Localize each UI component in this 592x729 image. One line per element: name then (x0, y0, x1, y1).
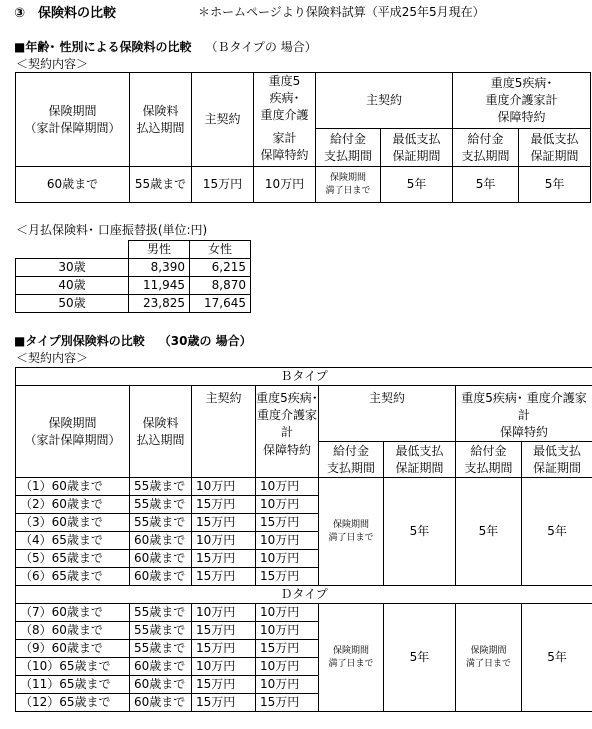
section1-contract-table (15, 72, 591, 203)
table-row-rider: 10万円 (256, 532, 319, 550)
table-row-premium-period: 60歳まで (130, 532, 192, 550)
monthly-age: 30歳 (16, 259, 129, 277)
type-d-header: Ｄタイプ (16, 586, 592, 604)
col-rider-top (254, 73, 316, 129)
type-b-header: Ｂタイプ (16, 368, 592, 386)
table-row-period: （3）60歳まで (16, 514, 130, 532)
table-row-rider: 10万円 (256, 658, 319, 676)
table-row-period: （1）60歳まで (16, 478, 130, 496)
premium-period-header: 保険料 払込期間 (136, 103, 185, 135)
col-min-guarantee (384, 442, 456, 478)
table-row-rider: 10万円 (256, 478, 319, 496)
table-row-period: （5）65歳まで (16, 550, 130, 568)
rider-benefit-header: 給付金 支払期間 (464, 443, 513, 475)
table-row-period: （11）65歳まで (16, 676, 130, 694)
benefit-period-header: 給付金 支払期間 (323, 131, 372, 163)
row-min-guarantee: 5年 (381, 167, 453, 203)
monthly-label: ＜月払保険料･ 口座振替扱(単位:円) (16, 223, 208, 237)
d-min-guarantee: 5年 (384, 604, 456, 712)
b-benefit-period (319, 478, 384, 586)
table-row-rider: 15万円 (256, 514, 319, 532)
table-row-period: （8）60歳まで (16, 622, 130, 640)
table-row-period: （2）60歳まで (16, 496, 130, 514)
premium-period-header: 保険料 払込期間 (136, 415, 185, 447)
table-row-premium-period: 60歳まで (130, 658, 192, 676)
table-row-premium-period: 55歳まで (130, 640, 192, 658)
row-period: 60歳まで (16, 167, 130, 203)
col-premium-period (130, 386, 192, 478)
table-row-period: （12）65歳まで (16, 694, 130, 712)
row-rider: 10万円 (254, 167, 316, 203)
table-row-main: 15万円 (192, 550, 256, 568)
page-title: ③ 保険料の比較 (14, 6, 117, 21)
monthly-male: 23,825 (129, 295, 190, 313)
row-main: 15万円 (192, 167, 254, 203)
row-benefit-period (316, 167, 381, 203)
monthly-male: 11,945 (129, 277, 190, 295)
rider-header-top: 重度5 疾病･ 重度介護 (260, 74, 309, 122)
col-benefit-period (316, 129, 381, 167)
d-benefit-period (319, 604, 384, 712)
min-guarantee-header: 最低支払 保証期間 (395, 443, 444, 475)
table-row-rider: 10万円 (256, 676, 319, 694)
table-row-main: 15万円 (192, 676, 256, 694)
col-rider-group (456, 386, 592, 442)
monthly-premium-table (15, 240, 251, 313)
table-row-main: 15万円 (192, 568, 256, 586)
monthly-age: 40歳 (16, 277, 129, 295)
table-row-period: （6）65歳まで (16, 568, 130, 586)
monthly-corner (16, 241, 129, 259)
col-rider-min (519, 129, 591, 167)
table-row-main: 10万円 (192, 478, 256, 496)
table-row-main: 15万円 (192, 514, 256, 532)
monthly-female: 6,215 (190, 259, 251, 277)
rider-group-header: 重度5疾病･ 重度介護家計 保障特約 (461, 391, 587, 439)
table-row-rider: 15万円 (256, 694, 319, 712)
col-premium-period (130, 73, 192, 167)
d-rider-min: 5年 (522, 604, 592, 712)
col-period (16, 386, 130, 478)
section2-contract-label: ＜契約内容＞ (16, 351, 89, 365)
col-main-group: 主契約 (319, 386, 456, 442)
source-note: ＊ホームページより保険料試算（平成25年5月現在） (198, 5, 485, 19)
table-row-period: （10）65歳まで (16, 658, 130, 676)
col-rider-min (522, 442, 592, 478)
table-row-premium-period: 60歳まで (130, 694, 192, 712)
benefit-period-value: 保険期間 満了日まで (325, 172, 371, 196)
b-min-guarantee: 5年 (384, 478, 456, 586)
table-row-premium-period: 60歳まで (130, 568, 192, 586)
period-header: 保険期間 （家計保障期間） (24, 103, 121, 135)
table-row-period: （7）60歳まで (16, 604, 130, 622)
monthly-header-female: 女性 (190, 241, 251, 259)
section1-contract-label: ＜契約内容＞ (16, 57, 89, 71)
period-header: 保険期間 （家計保障期間） (24, 415, 121, 447)
col-main: 主契約 (192, 386, 256, 478)
table-row-premium-period: 60歳まで (130, 676, 192, 694)
col-rider-benefit (453, 129, 519, 167)
rider-group-header: 重度5疾病･ 重度介護家計 保障特約 (485, 76, 558, 124)
table-row-rider: 10万円 (256, 622, 319, 640)
rider-benefit-header: 給付金 支払期間 (461, 131, 510, 163)
rider-header-top: 重度5疾病･ 重度介護家計 (256, 391, 318, 439)
table-row-premium-period: 55歳まで (130, 622, 192, 640)
monthly-age: 50歳 (16, 295, 129, 313)
table-row-premium-period: 55歳まで (130, 478, 192, 496)
rider-min-header: 最低支払 保証期間 (530, 131, 579, 163)
section2-heading: ■タイプ別保険料の比較 （30歳の 場合） (14, 334, 252, 348)
col-period (16, 73, 130, 167)
table-row-rider: 10万円 (256, 550, 319, 568)
b-benefit-period-value: 保険期間 満了日まで (328, 519, 374, 543)
d-rider-benefit (456, 604, 522, 712)
table-row-main: 10万円 (192, 604, 256, 622)
table-row-main: 15万円 (192, 694, 256, 712)
table-row-main: 15万円 (192, 622, 256, 640)
monthly-female: 17,645 (190, 295, 251, 313)
row-premium-period: 55歳まで (130, 167, 192, 203)
section1-heading: ■年齢･ 性別による保険料の比較 （Ｂタイプの 場合） (14, 40, 317, 54)
table-row-rider: 10万円 (256, 604, 319, 622)
col-rider-bottom (254, 129, 316, 167)
rider-header-bottom: 家計 保障特約 (260, 131, 309, 163)
d-benefit-period-value: 保険期間 満了日まで (328, 645, 374, 669)
table-row-main: 10万円 (192, 658, 256, 676)
table-row-rider: 10万円 (256, 496, 319, 514)
col-main-group: 主契約 (316, 73, 453, 129)
monthly-male: 8,390 (129, 259, 190, 277)
b-rider-min: 5年 (522, 478, 592, 586)
table-row-rider: 15万円 (256, 568, 319, 586)
col-rider-benefit (456, 442, 522, 478)
col-rider-bottom: 保障特約 (256, 442, 319, 478)
table-row-premium-period: 60歳まで (130, 550, 192, 568)
b-rider-benefit: 5年 (456, 478, 522, 586)
col-rider-group (453, 73, 591, 129)
row-rider-min: 5年 (519, 167, 591, 203)
table-row-main: 15万円 (192, 496, 256, 514)
table-row-rider: 15万円 (256, 640, 319, 658)
col-main: 主契約 (192, 73, 254, 167)
table-row-premium-period: 55歳まで (130, 604, 192, 622)
benefit-period-header: 給付金 支払期間 (326, 443, 375, 475)
table-row-premium-period: 55歳まで (130, 514, 192, 532)
col-benefit-period (319, 442, 384, 478)
col-rider-top (256, 386, 319, 442)
d-rider-benefit-value: 保険期間 満了日まで (465, 645, 511, 669)
table-row-main: 10万円 (192, 532, 256, 550)
table-row-period: （9）60歳まで (16, 640, 130, 658)
min-guarantee-header: 最低支払 保証期間 (392, 131, 441, 163)
rider-min-header: 最低支払 保証期間 (533, 443, 582, 475)
table-row-main: 15万円 (192, 640, 256, 658)
section2-comparison-table (15, 367, 592, 712)
table-row-premium-period: 55歳まで (130, 496, 192, 514)
monthly-header-male: 男性 (129, 241, 190, 259)
monthly-female: 8,870 (190, 277, 251, 295)
table-row-period: （4）65歳まで (16, 532, 130, 550)
col-min-guarantee (381, 129, 453, 167)
row-rider-benefit: 5年 (453, 167, 519, 203)
